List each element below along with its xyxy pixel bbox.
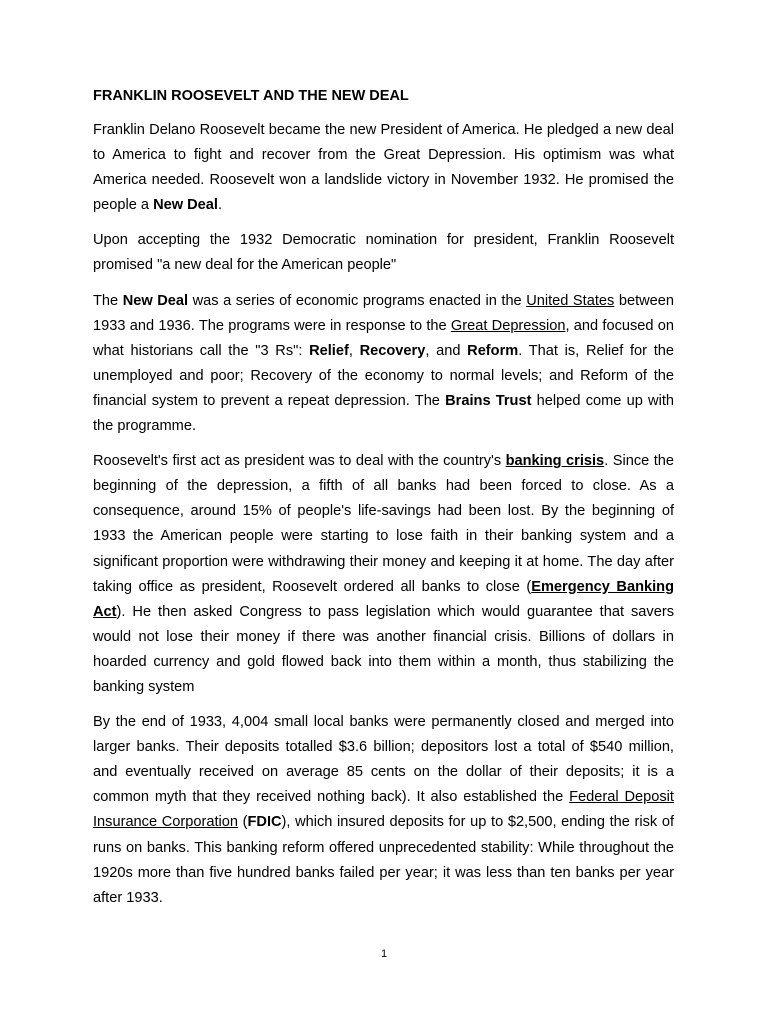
paragraph-intro [93, 118, 674, 218]
text-run: By the end of 1933, 4,004 small local banks were permanently closed and merged into larger banks. Their deposits totalled $3.6 billion; depositors lost a total of $540 million, and eventually received on average 85 cents on the dollar of their deposits; it is a common myth that they received nothing back). It also established the [93, 714, 674, 806]
text-run: between 1933 and 1936. The programs were in response to the [93, 292, 675, 334]
link-fdic[interactable]: Federal Deposit Insurance Corporation [93, 789, 674, 831]
bold-term-recovery: Recovery [359, 342, 426, 359]
paragraph-nomination [93, 228, 674, 278]
paragraph-new-deal-definition [93, 289, 674, 440]
page-number: 1 [380, 948, 388, 960]
link-emergency-banking-act-text[interactable]: Emergency Banking Act [93, 578, 675, 620]
link-banking-crisis-text[interactable]: banking crisis [505, 453, 605, 470]
text-run: ), which insured deposits for up to $2,500, ending the risk of runs on banks. This banking reform offered unprecedented stability: While throughout the 1920s more than five hundred banks failed per year; it was less than ten banks per year after 1933. [93, 814, 675, 906]
text-run: . [217, 197, 223, 214]
text-run: Roosevelt's first act as president was to deal with the country's [93, 453, 506, 470]
text-run: , and focused on what historians call the "3 Rs": [93, 317, 675, 359]
text-run: Franklin Delano Roosevelt became the new President of America. He pledged a new deal to America to fight and recover from the Great Depression. His optimism was what America needed. Roosevelt won a landslide victory in November 1932. He promised the people a [93, 122, 674, 214]
bold-term-new-deal: New Deal [122, 292, 189, 309]
text-run: Upon accepting the 1932 Democratic nomination for president, Franklin Roosevelt promised "a new deal for the American people" [93, 232, 674, 274]
text-run: helped come up with the programme. [93, 392, 674, 435]
bold-term-relief: Relief [309, 342, 349, 359]
text-run: , [348, 342, 360, 359]
bold-term-brains-trust: Brains Trust [445, 392, 532, 409]
paragraph-banking-crisis [93, 449, 674, 700]
text-run: ( [237, 814, 248, 831]
link-banking-crisis[interactable] [506, 453, 605, 469]
bold-term-reform: Reform [467, 342, 519, 359]
text-run: , and [425, 342, 468, 359]
document-body [93, 85, 674, 921]
text-run: . That is, Relief for the unemployed and poor; Recovery of the economy to normal levels; and Reform of the financial system to prevent a repeat depression. The [93, 342, 675, 409]
link-united-states[interactable]: United States [526, 292, 615, 309]
link-great-depression[interactable]: Great Depression [450, 317, 566, 334]
bold-term-fdic: FDIC [247, 814, 282, 831]
bold-term-new-deal: New Deal [153, 197, 218, 214]
text-run: ). He then asked Congress to pass legislation which would guarantee that savers would not lose their money if there was another financial crisis. Billions of dollars in hoarded currency and gold flowed back into them within a month, thus stabilizing the banking system [93, 603, 674, 695]
text-run: was a series of economic programs enacted in the [188, 292, 527, 309]
text-run: . Since the beginning of the depression, a fifth of all banks had been forced to close. As a consequence, around 15% of people's life-savings had been lost. By the beginning of 1933 the American people were starting to lose faith in their banking system and a significant proportion were withdrawing their money and keeping it at home. The day after taking office as president, Roosevelt ordered all banks to close ( [93, 453, 674, 595]
text-run: The [93, 292, 123, 309]
document-title: FRANKLIN ROOSEVELT AND THE NEW DEAL [93, 88, 409, 104]
paragraph-bank-closures [93, 710, 674, 911]
